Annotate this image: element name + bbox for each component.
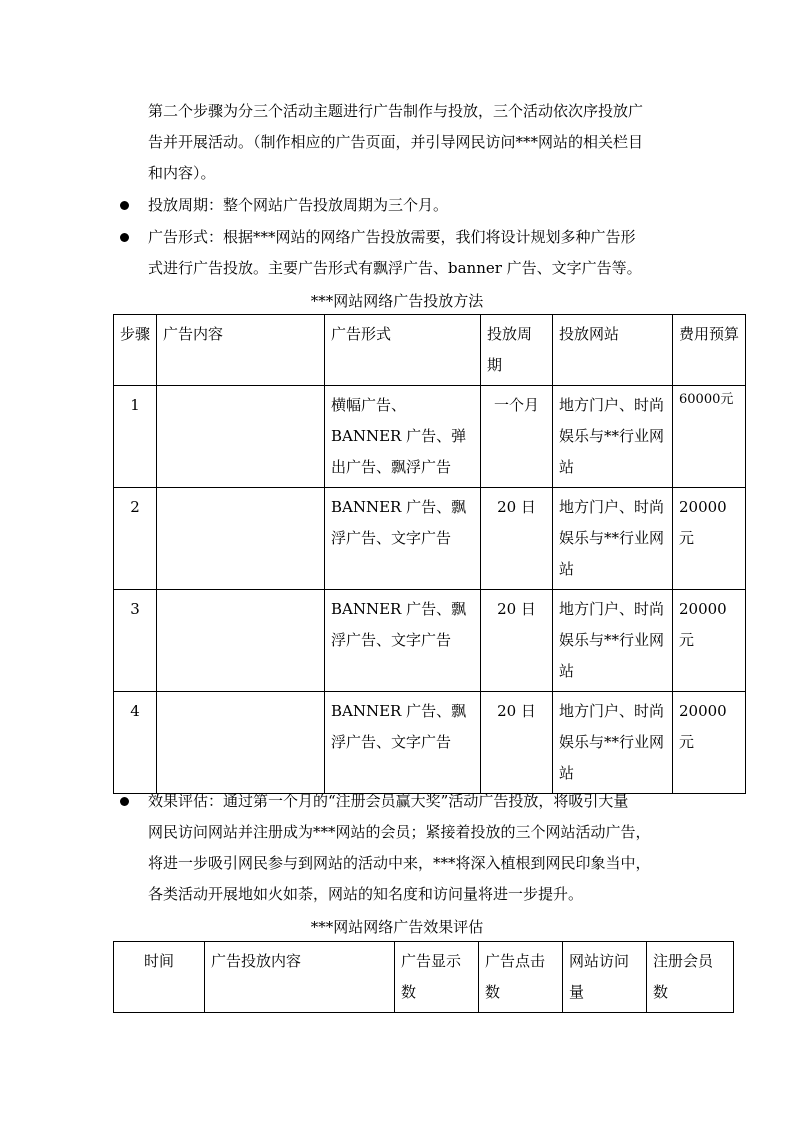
table-header-row	[114, 942, 734, 1013]
bullet-icon	[120, 233, 129, 242]
cell-content	[157, 386, 325, 488]
bullet-text: 式进行广告投放。主要广告形式有飘浮广告、banner 广告、文字广告等。	[148, 259, 642, 277]
header-site: 投放网站	[553, 315, 673, 386]
table-row	[114, 488, 746, 590]
bullet-text: 将进一步吸引网民参与到网站的活动中来，***将深入植根到网民印象当中，	[148, 854, 651, 872]
cell-period: 20 日	[481, 692, 553, 794]
bullet-text: 投放周期：整个网站广告投放周期为三个月。	[148, 196, 449, 214]
cell-site: 地方门户、时尚娱乐与**行业网站	[553, 488, 673, 590]
cell-step: 3	[114, 590, 157, 692]
bullet-icon	[120, 797, 129, 806]
bullet-text: 效果评估：通过第一个月的“注册会员赢大奖”活动广告投放，将吸引大量	[148, 792, 629, 810]
bullet-form	[120, 222, 700, 284]
cell-form: BANNER 广告、飘浮广告、文字广告	[325, 488, 481, 590]
bullet-text: 网民访问网站并注册成为***网站的会员；紧接着投放的三个网站活动广告，	[148, 823, 651, 841]
bullet-icon	[120, 201, 129, 210]
bullet-effect	[120, 786, 700, 910]
header-visits: 网站访问量	[563, 942, 647, 1013]
header-cost: 费用预算	[673, 315, 746, 386]
header-members: 注册会员数	[647, 942, 734, 1013]
table-row	[114, 590, 746, 692]
bullet-period	[120, 190, 700, 221]
cell-step: 2	[114, 488, 157, 590]
bullet-text: 广告形式：根据***网站的网络广告投放需要，我们将设计规划多种广告形	[148, 228, 636, 246]
table-row	[114, 692, 746, 794]
intro-paragraph	[148, 96, 688, 189]
header-ad-content: 广告投放内容	[205, 942, 395, 1013]
table-header-row	[114, 315, 746, 386]
cell-cost: 20000元	[673, 692, 746, 794]
header-period: 投放周期	[481, 315, 553, 386]
cell-form: BANNER 广告、飘浮广告、文字广告	[325, 590, 481, 692]
cell-site: 地方门户、时尚娱乐与**行业网站	[553, 692, 673, 794]
cell-step: 1	[114, 386, 157, 488]
placement-table	[113, 314, 746, 794]
cell-content	[157, 692, 325, 794]
cell-cost: 60000元	[673, 386, 746, 488]
cell-period: 20 日	[481, 590, 553, 692]
cell-content	[157, 488, 325, 590]
bullet-text: 各类活动开展地如火如荼，网站的知名度和访问量将进一步提升。	[148, 885, 584, 903]
cell-step: 4	[114, 692, 157, 794]
cell-period: 一个月	[481, 386, 553, 488]
cell-site: 地方门户、时尚娱乐与**行业网站	[553, 590, 673, 692]
cell-form: BANNER 广告、飘浮广告、文字广告	[325, 692, 481, 794]
header-form: 广告形式	[325, 315, 481, 386]
header-impressions: 广告显示数	[395, 942, 479, 1013]
cell-period: 20 日	[481, 488, 553, 590]
intro-line: 第二个步骤为分三个活动主题进行广告制作与投放，三个活动依次序投放广	[148, 102, 644, 120]
table2-caption: ***网站网络广告效果评估	[310, 918, 484, 936]
header-clicks: 广告点击数	[479, 942, 563, 1013]
cell-form: 横幅广告、BANNER 广告、弹出广告、飘浮广告	[325, 386, 481, 488]
table-row	[114, 386, 746, 488]
intro-line: 告并开展活动。（制作相应的广告页面，并引导网民访问***网站的相关栏目	[148, 133, 644, 151]
evaluation-table	[113, 941, 734, 1013]
cell-site: 地方门户、时尚娱乐与**行业网站	[553, 386, 673, 488]
header-step: 步骤	[114, 315, 157, 386]
table1-caption: ***网站网络广告投放方法	[310, 292, 484, 310]
header-time: 时间	[114, 942, 205, 1013]
cell-content	[157, 590, 325, 692]
intro-line: 和内容）。	[148, 164, 216, 182]
cell-cost: 20000元	[673, 590, 746, 692]
header-content: 广告内容	[157, 315, 325, 386]
cell-cost: 20000元	[673, 488, 746, 590]
